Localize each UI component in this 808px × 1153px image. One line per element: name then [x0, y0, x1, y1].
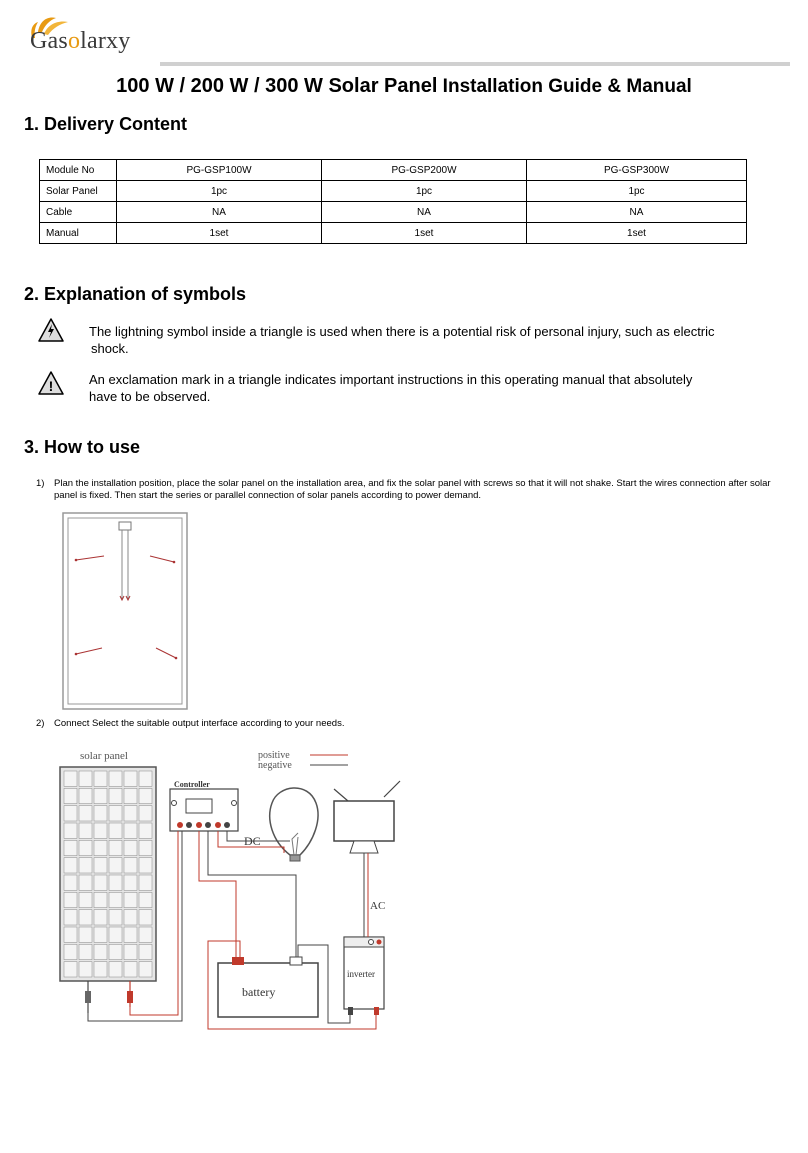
negative-connector	[85, 991, 91, 1003]
row-header-cell: Cable	[40, 202, 117, 223]
table-cell: PG-GSP200W	[322, 160, 527, 181]
label-dc: DC	[244, 834, 261, 848]
table-cell: 1set	[527, 223, 747, 244]
header-rule	[160, 62, 790, 66]
panel-mounting-diagram	[62, 512, 188, 710]
exclamation-glyph: !	[48, 378, 54, 394]
table-row	[40, 223, 747, 244]
step-1-number: 1)	[36, 478, 45, 489]
delivery-table	[39, 159, 747, 244]
controller-graphic	[170, 780, 238, 831]
table-cell: NA	[117, 202, 322, 223]
monitor-graphic	[334, 781, 400, 853]
inverter-graphic	[344, 937, 384, 1015]
table-cell: 1set	[117, 223, 322, 244]
step-2-number: 2)	[36, 718, 45, 729]
exclamation-warning-icon	[38, 371, 64, 395]
table-cell: NA	[527, 202, 747, 223]
section-heading-how-to-use: 3. How to use	[24, 437, 141, 457]
label-ac: AC	[370, 900, 386, 912]
positive-connector	[127, 991, 133, 1003]
table-cell: NA	[322, 202, 527, 223]
table-cell: PG-GSP100W	[117, 160, 322, 181]
page-title: 100 W / 200 W / 300 W Solar Panel Installation Guide & Manual	[116, 75, 692, 97]
logo-wordmark: Gasolarxy	[30, 28, 131, 54]
row-header-cell: Solar Panel	[40, 181, 117, 202]
table-cell: 1pc	[322, 181, 527, 202]
section-heading-symbols: 2. Explanation of symbols	[24, 284, 247, 304]
table-cell: PG-GSP300W	[527, 160, 747, 181]
exclamation-description: An exclamation mark in a triangle indicates important instructions in this operating manual that absolutely have to be observed.	[89, 372, 693, 404]
label-inverter: inverter	[347, 969, 375, 979]
label-battery: battery	[242, 985, 276, 999]
section-heading-delivery: 1. Delivery Content	[24, 114, 188, 134]
table-row	[40, 202, 747, 223]
row-header-cell: Manual	[40, 223, 117, 244]
table-row	[40, 160, 747, 181]
battery-graphic	[218, 957, 318, 1017]
solar-panel-graphic	[60, 767, 156, 981]
wiring-diagram	[58, 745, 403, 1035]
table-cell: 1pc	[117, 181, 322, 202]
legend-negative: negative	[258, 760, 292, 771]
label-controller: Controller	[174, 780, 210, 789]
table-cell: 1pc	[527, 181, 747, 202]
label-solar-panel: solar panel	[80, 750, 128, 762]
lightning-warning-icon	[38, 318, 64, 342]
table-row	[40, 181, 747, 202]
light-bulb-graphic	[270, 788, 318, 861]
row-header-cell: Module No	[40, 160, 117, 181]
table-cell: 1set	[322, 223, 527, 244]
legend-positive: positive	[258, 750, 290, 761]
step-2-text: Connect Select the suitable output interface according to your needs.	[54, 718, 345, 729]
step-1-text: Plan the installation position, place the solar panel on the installation area, and fix the solar panel with screws so that it will not shake. Start the wires connection after solar panel is fixed. Then start the series or parallel connection of solar panels according to power demand.	[54, 478, 771, 501]
lightning-description: The lightning symbol inside a triangle is used when there is a potential risk of personal injury, such as electric shock.	[89, 324, 715, 356]
